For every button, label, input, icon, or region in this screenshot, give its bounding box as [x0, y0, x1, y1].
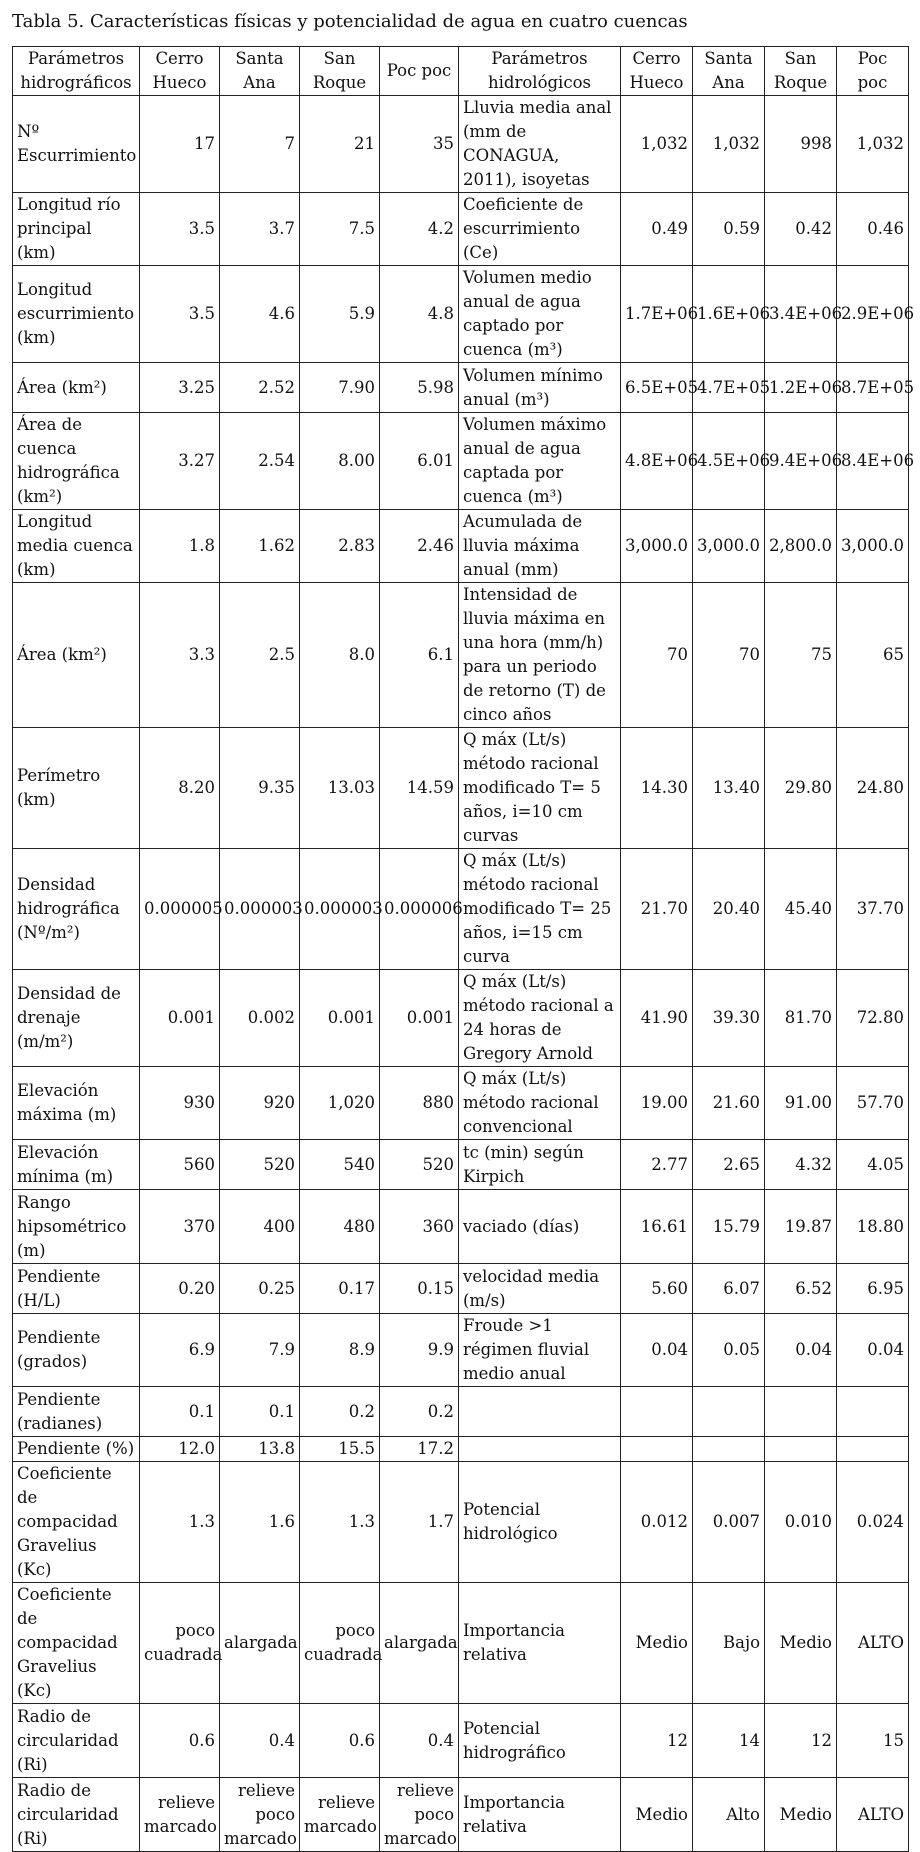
value-cell [621, 1437, 693, 1462]
value-cell: 15.5 [300, 1437, 380, 1462]
value-cell: 5.60 [621, 1264, 693, 1314]
table-row [13, 1190, 909, 1264]
value-cell: 2.9E+06 [837, 266, 909, 363]
value-cell: 70 [621, 583, 693, 728]
value-cell: relieve marcado [300, 1778, 380, 1852]
param-hidrografico-cell: Pendiente (%) [13, 1437, 140, 1462]
value-cell: 0.42 [765, 193, 837, 266]
value-cell: 19.00 [621, 1067, 693, 1140]
value-cell: 0.000006 [380, 849, 459, 970]
value-cell [621, 1387, 693, 1437]
value-cell: 4.8E+06 [621, 413, 693, 510]
param-hidrologico-cell: Volumen medio anual de agua captado por cuenca (m³) [459, 266, 621, 363]
header-row [13, 47, 909, 96]
value-cell: 8.0 [300, 583, 380, 728]
table-row [13, 363, 909, 413]
value-cell: Medio [765, 1583, 837, 1704]
value-cell: 35 [380, 96, 459, 193]
value-cell: 3.27 [140, 413, 220, 510]
value-cell: 19.87 [765, 1190, 837, 1264]
value-cell: 370 [140, 1190, 220, 1264]
value-cell: Medio [765, 1778, 837, 1852]
value-cell: 81.70 [765, 970, 837, 1067]
param-hidrografico-cell: Rango hipsométrico (m) [13, 1190, 140, 1264]
param-hidrografico-cell: Elevación mínima (m) [13, 1140, 140, 1190]
value-cell: 72.80 [837, 970, 909, 1067]
value-cell: 12.0 [140, 1437, 220, 1462]
param-hidrologico-cell [459, 1387, 621, 1437]
table-row [13, 1140, 909, 1190]
value-cell: 5.98 [380, 363, 459, 413]
table-row [13, 1264, 909, 1314]
value-cell: 2.65 [693, 1140, 765, 1190]
header-basin: Santa Ana [693, 47, 765, 96]
value-cell [765, 1387, 837, 1437]
value-cell: 0.1 [220, 1387, 300, 1437]
table-row [13, 970, 909, 1067]
value-cell: 0.17 [300, 1264, 380, 1314]
table-row [13, 510, 909, 583]
table-row [13, 266, 909, 363]
value-cell: 41.90 [621, 970, 693, 1067]
value-cell: 0.4 [220, 1704, 300, 1778]
param-hidrologico-cell: Froude >1 régimen fluvial medio anual [459, 1314, 621, 1387]
value-cell: 3.25 [140, 363, 220, 413]
value-cell: 3.7 [220, 193, 300, 266]
value-cell: 0.000003 [300, 849, 380, 970]
value-cell [837, 1437, 909, 1462]
value-cell: 0.024 [837, 1462, 909, 1583]
value-cell: 1.3 [300, 1462, 380, 1583]
param-hidrografico-cell: Elevación máxima (m) [13, 1067, 140, 1140]
value-cell [765, 1437, 837, 1462]
value-cell: 0.000003 [220, 849, 300, 970]
value-cell: poco cuadrada [140, 1583, 220, 1704]
value-cell: 0.2 [300, 1387, 380, 1437]
value-cell: 0.001 [140, 970, 220, 1067]
table-row [13, 1437, 909, 1462]
hydrology-table [12, 46, 915, 1852]
table-row [13, 728, 909, 849]
value-cell: 4.32 [765, 1140, 837, 1190]
param-hidrografico-cell: Radio de circularidad (Ri) [13, 1778, 140, 1852]
value-cell: 920 [220, 1067, 300, 1140]
param-hidrologico-cell: Q máx (Lt/s) método racional modificado T= 25 años, i=15 cm curva [459, 849, 621, 970]
value-cell: 14.30 [621, 728, 693, 849]
value-cell: 1,032 [693, 96, 765, 193]
value-cell: 6.01 [380, 413, 459, 510]
value-cell: 4.7E+05 [693, 363, 765, 413]
value-cell: 1,020 [300, 1067, 380, 1140]
param-hidrologico-cell: Acumulada de lluvia máxima anual (mm) [459, 510, 621, 583]
param-hidrografico-cell: Nº Escurrimiento [13, 96, 140, 193]
value-cell: alargada [380, 1583, 459, 1704]
param-hidrologico-cell [459, 1437, 621, 1462]
value-cell: 75 [765, 583, 837, 728]
value-cell: 0.20 [140, 1264, 220, 1314]
table-caption: Tabla 5. Características físicas y potencialidad de agua en cuatro cuencas [12, 11, 688, 32]
value-cell: 7.9 [220, 1314, 300, 1387]
value-cell: 8.9 [300, 1314, 380, 1387]
value-cell: 21.70 [621, 849, 693, 970]
value-cell [693, 1387, 765, 1437]
value-cell: 6.5E+05 [621, 363, 693, 413]
param-hidrologico-cell: Q máx (Lt/s) método racional convencional [459, 1067, 621, 1140]
value-cell: 560 [140, 1140, 220, 1190]
value-cell: 12 [765, 1704, 837, 1778]
value-cell: 6.52 [765, 1264, 837, 1314]
value-cell: 14 [693, 1704, 765, 1778]
value-cell: 1.2E+06 [765, 363, 837, 413]
header-param-hidrologicos: Parámetros hidrológicos [459, 47, 621, 96]
param-hidrologico-cell: Volumen mínimo anual (m³) [459, 363, 621, 413]
header-basin: Santa Ana [220, 47, 300, 96]
value-cell: 70 [693, 583, 765, 728]
value-cell: 400 [220, 1190, 300, 1264]
param-hidrografico-cell: Densidad de drenaje (m/m²) [13, 970, 140, 1067]
value-cell: 29.80 [765, 728, 837, 849]
param-hidrologico-cell: Potencial hidrográfico [459, 1704, 621, 1778]
value-cell: ALTO [837, 1583, 909, 1704]
value-cell: 21.60 [693, 1067, 765, 1140]
value-cell: 3,000.0 [621, 510, 693, 583]
value-cell: 0.2 [380, 1387, 459, 1437]
value-cell: 0.6 [140, 1704, 220, 1778]
param-hidrografico-cell: Pendiente (H/L) [13, 1264, 140, 1314]
value-cell: 37.70 [837, 849, 909, 970]
value-cell: 2.54 [220, 413, 300, 510]
param-hidrografico-cell: Longitud escurrimiento (km) [13, 266, 140, 363]
value-cell: 0.001 [380, 970, 459, 1067]
value-cell: 1.3 [140, 1462, 220, 1583]
table-row [13, 1067, 909, 1140]
value-cell: 3.5 [140, 266, 220, 363]
value-cell: 2.83 [300, 510, 380, 583]
value-cell: 0.15 [380, 1264, 459, 1314]
value-cell: 14.59 [380, 728, 459, 849]
value-cell: 4.05 [837, 1140, 909, 1190]
value-cell: Alto [693, 1778, 765, 1852]
value-cell: 0.46 [837, 193, 909, 266]
value-cell: 998 [765, 96, 837, 193]
value-cell: ALTO [837, 1778, 909, 1852]
value-cell: 9.35 [220, 728, 300, 849]
value-cell: 880 [380, 1067, 459, 1140]
value-cell: Medio [621, 1583, 693, 1704]
value-cell: Bajo [693, 1583, 765, 1704]
header-basin: Poc poc [380, 47, 459, 96]
header-basin: Cerro Hueco [140, 47, 220, 96]
value-cell: 15.79 [693, 1190, 765, 1264]
value-cell: relieve poco marcado [220, 1778, 300, 1852]
value-cell: 9.4E+06 [765, 413, 837, 510]
param-hidrografico-cell: Longitud media cuenca (km) [13, 510, 140, 583]
value-cell: 520 [220, 1140, 300, 1190]
value-cell: 0.001 [300, 970, 380, 1067]
value-cell: 2.77 [621, 1140, 693, 1190]
value-cell: 8.7E+05 [837, 363, 909, 413]
value-cell: 1,032 [837, 96, 909, 193]
value-cell: 1,032 [621, 96, 693, 193]
value-cell: 65 [837, 583, 909, 728]
value-cell: 2.5 [220, 583, 300, 728]
param-hidrologico-cell: Importancia relativa [459, 1583, 621, 1704]
param-hidrografico-cell: Área de cuenca hidrográfica (km²) [13, 413, 140, 510]
value-cell: 4.5E+06 [693, 413, 765, 510]
value-cell: 0.59 [693, 193, 765, 266]
value-cell: 1.8 [140, 510, 220, 583]
value-cell: 1.6E+06 [693, 266, 765, 363]
value-cell: 3,000.0 [693, 510, 765, 583]
value-cell: 20.40 [693, 849, 765, 970]
param-hidrologico-cell: Potencial hidrológico [459, 1462, 621, 1583]
value-cell: alargada [220, 1583, 300, 1704]
value-cell: 0.000005 [140, 849, 220, 970]
value-cell: 8.00 [300, 413, 380, 510]
value-cell: 3.5 [140, 193, 220, 266]
value-cell: relieve poco marcado [380, 1778, 459, 1852]
value-cell: 1.7E+06 [621, 266, 693, 363]
value-cell: 0.04 [765, 1314, 837, 1387]
value-cell: 0.04 [621, 1314, 693, 1387]
table-row [13, 1387, 909, 1437]
table-row [13, 413, 909, 510]
value-cell: 2.46 [380, 510, 459, 583]
value-cell: 4.8 [380, 266, 459, 363]
value-cell: 2.52 [220, 363, 300, 413]
value-cell: 91.00 [765, 1067, 837, 1140]
value-cell: 7.5 [300, 193, 380, 266]
value-cell: 360 [380, 1190, 459, 1264]
value-cell: 15 [837, 1704, 909, 1778]
value-cell: 9.9 [380, 1314, 459, 1387]
param-hidrografico-cell: Pendiente (radianes) [13, 1387, 140, 1437]
param-hidrologico-cell: Lluvia media anal (mm de CONAGUA, 2011), isoyetas [459, 96, 621, 193]
value-cell: 24.80 [837, 728, 909, 849]
value-cell: 1.6 [220, 1462, 300, 1583]
value-cell: 7 [220, 96, 300, 193]
value-cell: 480 [300, 1190, 380, 1264]
value-cell: 0.6 [300, 1704, 380, 1778]
table-row [13, 1314, 909, 1387]
param-hidrografico-cell: Longitud río principal (km) [13, 193, 140, 266]
table-row [13, 583, 909, 728]
value-cell: 1.62 [220, 510, 300, 583]
value-cell: 520 [380, 1140, 459, 1190]
param-hidrologico-cell: vaciado (días) [459, 1190, 621, 1264]
param-hidrologico-cell: Importancia relativa [459, 1778, 621, 1852]
param-hidrologico-cell: Q máx (Lt/s) método racional a 24 horas de Gregory Arnold [459, 970, 621, 1067]
value-cell [693, 1437, 765, 1462]
value-cell: 5.9 [300, 266, 380, 363]
param-hidrografico-cell: Pendiente (grados) [13, 1314, 140, 1387]
table-row [13, 1778, 909, 1852]
param-hidrologico-cell: tc (min) según Kirpich [459, 1140, 621, 1190]
value-cell: 0.4 [380, 1704, 459, 1778]
value-cell: 18.80 [837, 1190, 909, 1264]
header-param-hidrograficos: Parámetros hidrográficos [13, 47, 140, 96]
value-cell: relieve marcado [140, 1778, 220, 1852]
value-cell: 0.49 [621, 193, 693, 266]
param-hidrologico-cell: Intensidad de lluvia máxima en una hora (mm/h) para un periodo de retorno (T) de cinco años [459, 583, 621, 728]
value-cell: 21 [300, 96, 380, 193]
value-cell: 17 [140, 96, 220, 193]
table-row [13, 849, 909, 970]
header-basin: San Roque [765, 47, 837, 96]
header-basin: Poc poc [837, 47, 909, 96]
table-row [13, 96, 909, 193]
value-cell: 2,800.0 [765, 510, 837, 583]
value-cell: 3,000.0 [837, 510, 909, 583]
table-row [13, 1704, 909, 1778]
param-hidrografico-cell: Coeficiente de compacidad Gravelius (Kc) [13, 1583, 140, 1704]
value-cell: 8.20 [140, 728, 220, 849]
value-cell: Medio [621, 1778, 693, 1852]
value-cell: 7.90 [300, 363, 380, 413]
value-cell: 0.002 [220, 970, 300, 1067]
param-hidrografico-cell: Densidad hidrográfica (Nº/m²) [13, 849, 140, 970]
value-cell: 57.70 [837, 1067, 909, 1140]
value-cell: 12 [621, 1704, 693, 1778]
param-hidrografico-cell: Coeficiente de compacidad Gravelius (Kc) [13, 1462, 140, 1583]
param-hidrografico-cell: Área (km²) [13, 583, 140, 728]
header-basin: San Roque [300, 47, 380, 96]
table-body [13, 96, 915, 1852]
value-cell: 6.9 [140, 1314, 220, 1387]
table-row [13, 1583, 909, 1704]
value-cell: poco cuadrada [300, 1583, 380, 1704]
value-cell: 13.40 [693, 728, 765, 849]
value-cell: 0.04 [837, 1314, 909, 1387]
param-hidrologico-cell: Coeficiente de escurrimiento (Ce) [459, 193, 621, 266]
value-cell: 39.30 [693, 970, 765, 1067]
value-cell: 17.2 [380, 1437, 459, 1462]
value-cell: 3.4E+06 [765, 266, 837, 363]
value-cell: 6.07 [693, 1264, 765, 1314]
header-basin: Cerro Hueco [621, 47, 693, 96]
param-hidrologico-cell: velocidad media (m/s) [459, 1264, 621, 1314]
value-cell: 1.7 [380, 1462, 459, 1583]
value-cell: 45.40 [765, 849, 837, 970]
value-cell: 0.012 [621, 1462, 693, 1583]
value-cell: 8.4E+06 [837, 413, 909, 510]
value-cell: 540 [300, 1140, 380, 1190]
param-hidrografico-cell: Perímetro (km) [13, 728, 140, 849]
param-hidrologico-cell: Volumen máximo anual de agua captada por cuenca (m³) [459, 413, 621, 510]
value-cell: 4.2 [380, 193, 459, 266]
value-cell: 4.6 [220, 266, 300, 363]
param-hidrografico-cell: Área (km²) [13, 363, 140, 413]
value-cell: 0.007 [693, 1462, 765, 1583]
value-cell: 0.05 [693, 1314, 765, 1387]
value-cell: 13.8 [220, 1437, 300, 1462]
value-cell [837, 1387, 909, 1437]
value-cell: 3.3 [140, 583, 220, 728]
param-hidrografico-cell: Radio de circularidad (Ri) [13, 1704, 140, 1778]
param-hidrologico-cell: Q máx (Lt/s) método racional modificado T= 5 años, i=10 cm curvas [459, 728, 621, 849]
value-cell: 0.1 [140, 1387, 220, 1437]
value-cell: 930 [140, 1067, 220, 1140]
table-row [13, 193, 909, 266]
value-cell: 6.1 [380, 583, 459, 728]
value-cell: 0.25 [220, 1264, 300, 1314]
value-cell: 13.03 [300, 728, 380, 849]
value-cell: 0.010 [765, 1462, 837, 1583]
table-row [13, 1462, 909, 1583]
value-cell: 16.61 [621, 1190, 693, 1264]
value-cell: 6.95 [837, 1264, 909, 1314]
